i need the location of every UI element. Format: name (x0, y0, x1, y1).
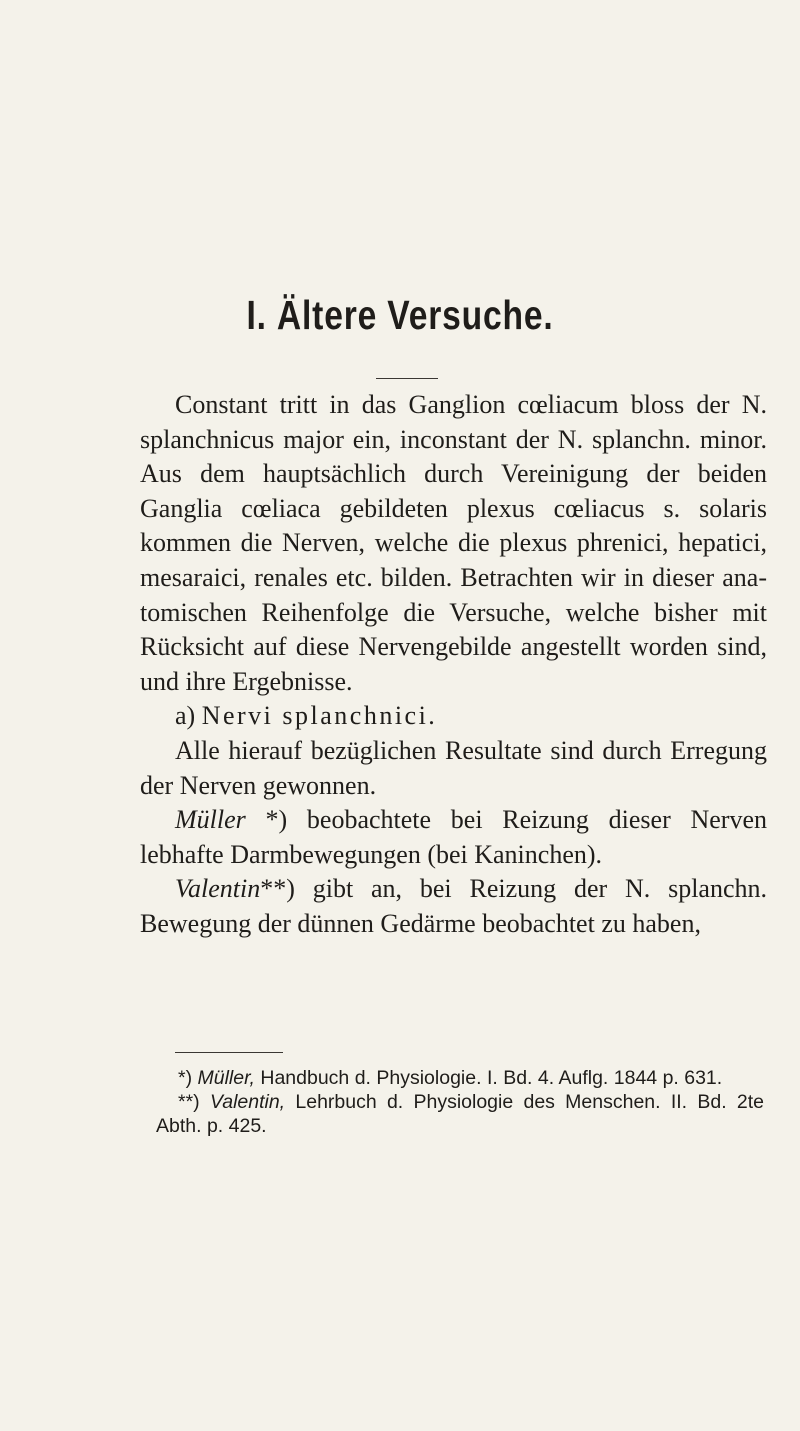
paragraph-results: Alle hierauf bezüglichen Resultate sind durch Erregung der Nerven gewonnen. (140, 735, 767, 800)
footnote-2-author: Valentin, (209, 1091, 286, 1113)
author-mueller: Müller (175, 805, 246, 835)
valentin-text: gibt an, bei Reizung der N. splanchn. Bewegung der dünnen Gedärme beobachtet zu haben, (140, 874, 768, 938)
footnotes (156, 1066, 764, 1138)
paragraph-valentin (140, 872, 767, 941)
chapter-title: I. Ältere Versuche. (246, 292, 554, 338)
subsection-title: Nervi splanchnici. (201, 701, 438, 731)
author-valentin: Valentin (175, 874, 261, 904)
subsection-heading (140, 699, 767, 734)
footnote-2-mark: **) (178, 1091, 200, 1113)
paragraph-intro: Constant tritt in das Ganglion cœliacum bloss der N. splanchnicus major ein, inconstant der N. splanchn. minor. Aus dem hauptsächlich durch Vereinigung der beiden Ganglia cœliaca gebildeten plexus cœliacus s. solaris kommen die Nerven, welche die plexus phrenici, hepatici, mesaraici, renales etc. bilden. Betrachten wir in dieser anatomischen Reihenfolge die Versuche, welche bisher mit Rücksicht auf diese Nervengebilde angestellt worden sind, und ihre Ergebnisse. (140, 390, 767, 696)
footnote-2 (156, 1090, 764, 1138)
footnote-1-mark: *) (178, 1067, 193, 1089)
footnote-1-text: Handbuch d. Physiologie. I. Bd. 4. Auflg. 1844 p. 631. (260, 1067, 723, 1089)
footnote-1-author: Müller, (197, 1067, 255, 1089)
footnote-ref-2: **) (260, 874, 295, 904)
footnote-1 (156, 1066, 764, 1090)
subsection-letter: a) (175, 701, 196, 731)
body-text (140, 388, 767, 942)
title-divider (376, 378, 438, 379)
footnote-ref-1: *) (265, 805, 288, 835)
footnote-2-text: Lehrbuch d. Physiologie des Menschen. II. Bd. 2te Abth. p. 425. (156, 1091, 764, 1137)
footnote-divider (175, 1052, 283, 1053)
paragraph-mueller (140, 803, 767, 872)
mueller-text: beobachtete bei Reizung dieser Nerven lebhafte Darmbewegungen (bei Kaninchen). (140, 805, 767, 869)
